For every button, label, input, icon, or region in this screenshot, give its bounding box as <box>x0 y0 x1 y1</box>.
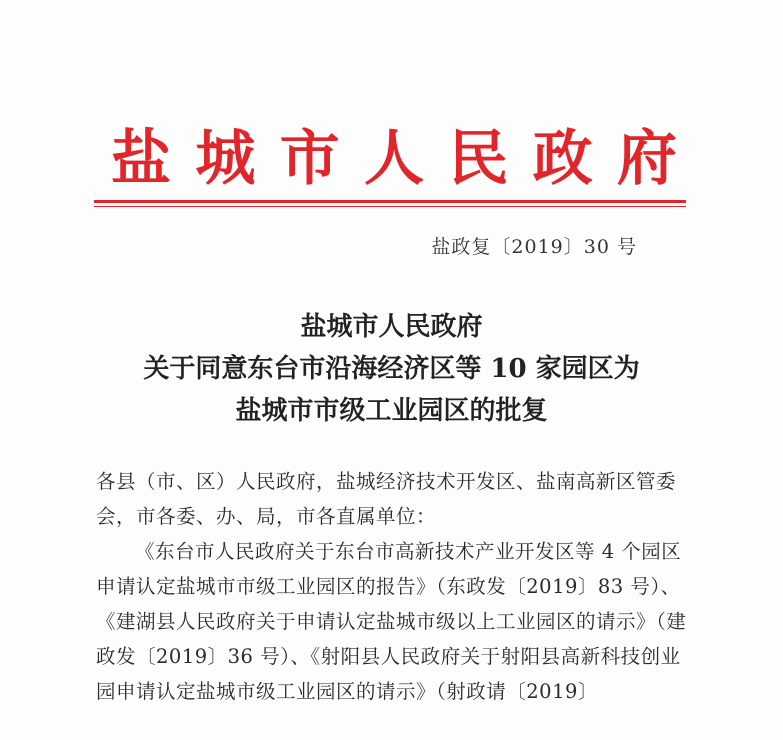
masthead-char: 府 <box>616 124 677 194</box>
masthead-divider-thin <box>94 206 686 207</box>
body-paragraph: 《东台市人民政府关于东台市高新技术产业开发区等 4 个园区申请认定盐城市市级工业园区的报告》（东政发〔2019〕83 号）、《建湖县人民政府关于申请认定盐城市级以上工业园区的请示》（建政发〔2019〕36 号）、《射阳县人民政府关于射阳县高新科技创业园申请认定盐城市级工业园区的请示》（射政请〔2019〕 <box>96 540 687 703</box>
title-line-3: 盐城市市级工业园区的批复 <box>235 396 548 426</box>
document-number: 盐政复〔2019〕30 号 <box>431 236 637 258</box>
masthead-char: 城 <box>195 124 256 194</box>
masthead-title <box>100 118 688 200</box>
masthead-char: 民 <box>448 124 509 194</box>
title-line-1: 盐城市人民政府 <box>300 312 483 342</box>
masthead-divider-thick <box>94 200 686 203</box>
title-line-2: 关于同意东台市沿海经济区等 10 家园区为 <box>143 354 640 384</box>
masthead-char: 市 <box>279 124 340 194</box>
salutation: 各县（市、区）人民政府，盐城经济技术开发区、盐南高新区管委会，市各委、办、局，市各直属单位： <box>96 470 677 528</box>
document-body <box>96 464 688 709</box>
masthead-char: 盐 <box>111 124 171 194</box>
document-title <box>0 306 783 432</box>
masthead-char: 政 <box>532 124 593 194</box>
masthead-char: 人 <box>363 124 424 194</box>
